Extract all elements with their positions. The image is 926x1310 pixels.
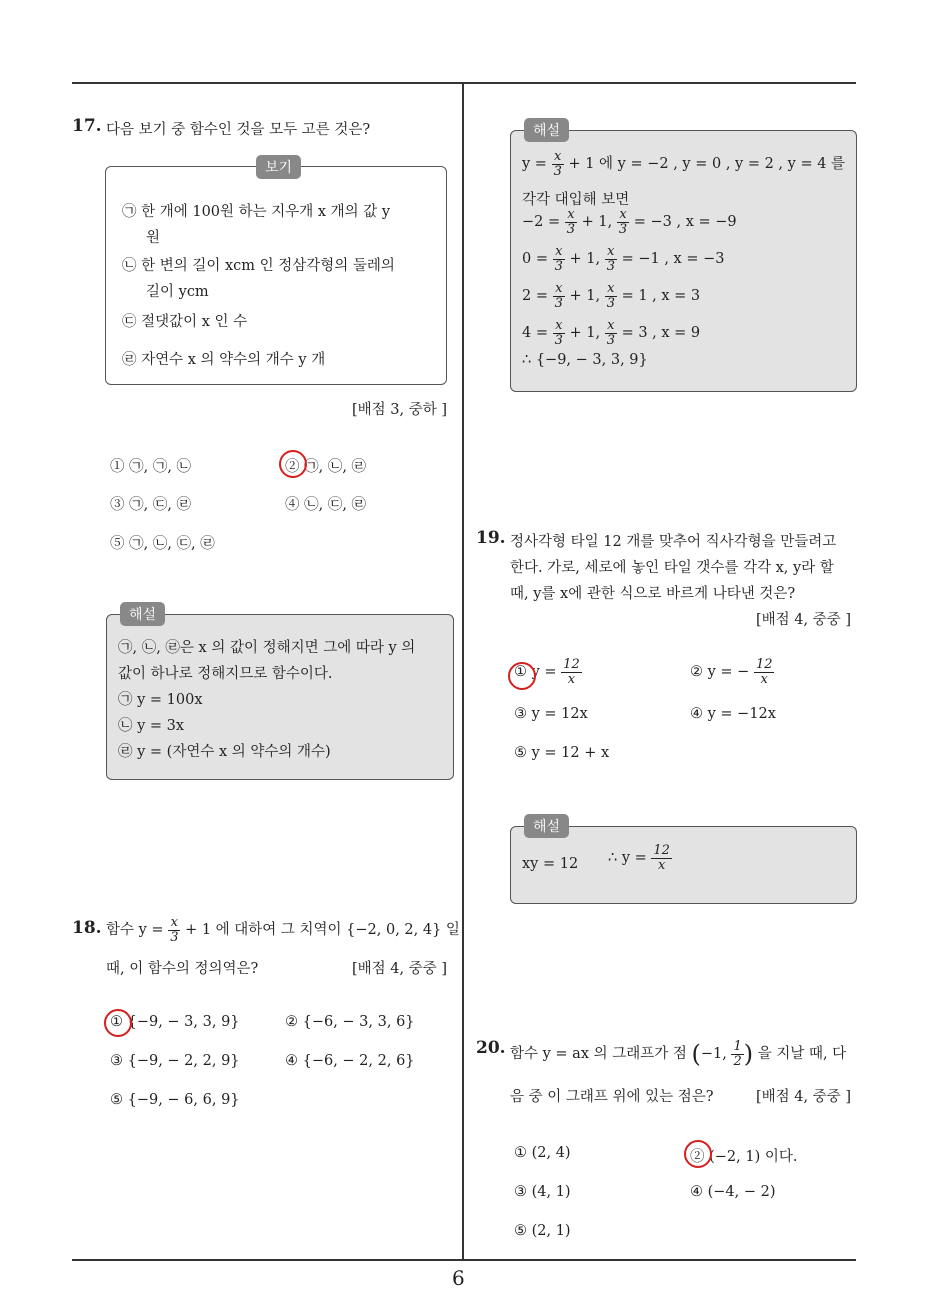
q17-choice-2[interactable]: ② ㉠, ㉡, ㉣	[285, 459, 367, 475]
q17-bogi-tag: 보기	[256, 155, 301, 179]
q17-answer-line-5: ㉣ y = (자연수 x 의 약수의 개수)	[118, 744, 331, 760]
q18-answer-row-4: 4 = $\frac{x}{3}$ + 1, $\frac{x}{3}$ = 3 , x = 9	[522, 318, 701, 348]
q18-question-b: + 1 에 대하여 그 치역이 {−2, 0, 2, 4} 일	[185, 922, 460, 939]
q17-choice-3[interactable]: ③ ㉠, ㉢, ㉣	[110, 497, 192, 513]
q18-answer-line-2: 각각 대입해 보면	[522, 192, 630, 208]
q17-answer-line-4: ㉡ y = 3x	[118, 718, 185, 734]
q18-number: 18.	[72, 918, 102, 938]
q17-choice-4[interactable]: ④ ㉡, ㉢, ㉣	[285, 497, 367, 513]
q18-answer-row-1: −2 = $\frac{x}{3}$ + 1, $\frac{x}{3}$ = −3 , x = −9	[522, 207, 737, 237]
q19-number: 19.	[476, 528, 506, 548]
q19-question-line-2: 한다. 가로, 세로에 놓인 타일 갯수를 각각 x, y라 할	[510, 560, 834, 576]
q17-bogi-line-1: ㉠ 한 개에 100원 하는 지우개 x 개의 값 y	[122, 204, 391, 220]
q17-bogi-line-2: 원	[146, 230, 161, 246]
q20-question-line-1: 함수 y = ax 의 그래프가 점 (−1, $\frac{1}{2}$ ) 을 지날 때, 다	[510, 1039, 847, 1069]
q19-question-line-3: 때, y를 x에 관한 식으로 바르게 나타낸 것은?	[510, 586, 796, 602]
q17-number: 17.	[72, 116, 102, 136]
q17-question: 다음 보기 중 함수인 것을 모두 고른 것은?	[106, 122, 371, 138]
q19-answer-tag: 해설	[524, 814, 569, 838]
q18-choice-1[interactable]: ① {−9, − 3, 3, 9}	[110, 1014, 240, 1030]
q18-answer-row-2: 0 = $\frac{x}{3}$ + 1, $\frac{x}{3}$ = −1 , x = −3	[522, 244, 725, 274]
q18-score: [배점 4, 중중 ]	[352, 961, 448, 977]
q20-choice-5[interactable]: ⑤ (2, 1)	[514, 1223, 571, 1239]
q18-choice-2[interactable]: ② {−6, − 3, 3, 6}	[285, 1014, 415, 1030]
q18-question-line-1	[106, 916, 460, 944]
q19-choice-3[interactable]: ③ y = 12x	[514, 706, 588, 722]
q19-answer-mark	[508, 662, 536, 690]
column-divider	[462, 83, 464, 1260]
q17-answer-tag: 해설	[120, 602, 165, 626]
q17-answer-line-2: 값이 하나로 정해지므로 함수이다.	[118, 666, 333, 682]
q19-score: [배점 4, 중중 ]	[756, 612, 852, 628]
q20-question-line-2: 음 중 이 그래프 위에 있는 점은?	[510, 1089, 714, 1105]
q19-answer-b: ∴ y = $\frac{12}{x}$	[608, 843, 670, 873]
q18-answer-line-1: y = $\frac{x}{3}$ + 1 에 y = −2 , y = 0 , y = 2 , y = 4 를	[522, 149, 846, 179]
top-rule	[72, 82, 856, 84]
q20-choice-1[interactable]: ① (2, 4)	[514, 1145, 571, 1161]
q20-number: 20.	[476, 1038, 506, 1058]
q17-bogi-line-3: ㉡ 한 변의 길이 xcm 인 정삼각형의 둘레의	[122, 258, 395, 274]
q18-answer-last: ∴ {−9, − 3, 3, 9}	[522, 352, 648, 368]
q18-question-a: 함수 y =	[106, 922, 164, 939]
q19-answer-a: xy = 12	[522, 856, 579, 872]
q19-choice-5[interactable]: ⑤ y = 12 + x	[514, 745, 610, 761]
q17-answer-line-1: ㉠, ㉡, ㉣은 x 의 값이 정해지면 그에 따라 y 의	[118, 640, 416, 656]
q18-answer-tag: 해설	[524, 118, 569, 142]
q19-choice-1[interactable]: ① y = $\frac{12}{x}$	[514, 657, 580, 687]
q20-choice-4[interactable]: ④ (−4, − 2)	[690, 1184, 776, 1200]
q17-score: [배점 3, 중하 ]	[352, 402, 448, 418]
q18-answer-row-3: 2 = $\frac{x}{3}$ + 1, $\frac{x}{3}$ = 1 , x = 3	[522, 281, 701, 311]
q20-score: [배점 4, 중중 ]	[756, 1089, 852, 1105]
q17-bogi-line-4: 길이 ycm	[146, 284, 209, 300]
q20-choice-3[interactable]: ③ (4, 1)	[514, 1184, 571, 1200]
q19-choice-2[interactable]: ② y = − $\frac{12}{x}$	[690, 657, 773, 687]
q18-question-line-2: 때, 이 함수의 정의역은?	[106, 961, 259, 977]
page-number: 6	[452, 1266, 465, 1290]
q18-choice-4[interactable]: ④ {−6, − 2, 2, 6}	[285, 1053, 415, 1069]
q18-choice-3[interactable]: ③ {−9, − 2, 2, 9}	[110, 1053, 240, 1069]
q20-choice-2[interactable]: ② (−2, 1) 이다.	[690, 1149, 798, 1165]
q17-bogi-line-6: ㉣ 자연수 x 의 약수의 개수 y 개	[122, 352, 326, 368]
q17-choice-5[interactable]: ⑤ ㉠, ㉡, ㉢, ㉣	[110, 536, 215, 552]
q20-answer-mark	[684, 1140, 712, 1168]
q17-choice-1[interactable]: ① ㉠, ㉠, ㉡	[110, 459, 192, 475]
q18-choice-5[interactable]: ⑤ {−9, − 6, 6, 9}	[110, 1092, 240, 1108]
q17-answer-line-3: ㉠ y = 100x	[118, 692, 203, 708]
bottom-rule	[72, 1259, 856, 1261]
q18-answer-mark	[104, 1009, 132, 1037]
q18-question-fraction: $\frac{x}{3}$	[170, 915, 179, 945]
q19-question-line-1: 정사각형 타일 12 개를 맞추어 직사각형을 만들려고	[510, 534, 837, 550]
q17-answer-mark	[279, 450, 307, 478]
q19-choice-4[interactable]: ④ y = −12x	[690, 706, 776, 722]
q17-bogi-line-5: ㉢ 절댓값이 x 인 수	[122, 314, 248, 330]
